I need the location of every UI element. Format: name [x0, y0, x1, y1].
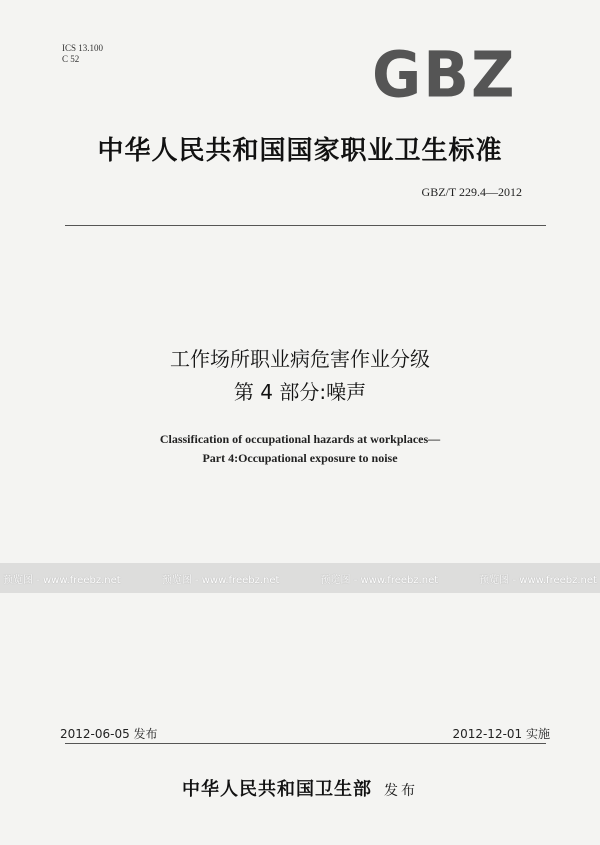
gbz-logo: GBZ: [372, 38, 517, 113]
national-standard-title: 中华人民共和国国家职业卫生标准: [97, 136, 503, 166]
document-subtitle-en: Part 4:Occupational exposure to noise: [202, 451, 398, 465]
watermark: [0, 571, 600, 586]
ics-classification: [62, 43, 103, 65]
watermark-text: 预览图 - www.freebz.net: [320, 575, 439, 586]
issuer-suffix: 发布: [384, 783, 418, 799]
ccs-code: C 52: [62, 54, 80, 64]
issuing-authority: [0, 775, 600, 801]
watermark-text: 预览图 - www.freebz.net: [479, 575, 597, 586]
watermark-text: 预览图 - www.freebz.net: [3, 575, 121, 586]
document-subtitle-cn: 第 4 部分:噪声: [233, 380, 367, 404]
document-title-cn: 工作场所职业病危害作业分级: [170, 347, 430, 371]
issuer-name: 中华人民共和国卫生部: [182, 779, 372, 800]
publish-date: 2012-06-05 发布: [60, 727, 158, 741]
document-title-en: Classification of occupational hazards at workplaces—: [159, 432, 441, 446]
ics-code: ICS 13.100: [62, 43, 104, 53]
standard-number: GBZ/T 229.4—2012: [421, 185, 522, 199]
watermark-text: 预览图 - www.freebz.net: [161, 575, 280, 586]
top-divider: [65, 225, 546, 226]
bottom-divider: [65, 743, 546, 744]
effective-date: 2012-12-01 实施: [452, 727, 550, 741]
